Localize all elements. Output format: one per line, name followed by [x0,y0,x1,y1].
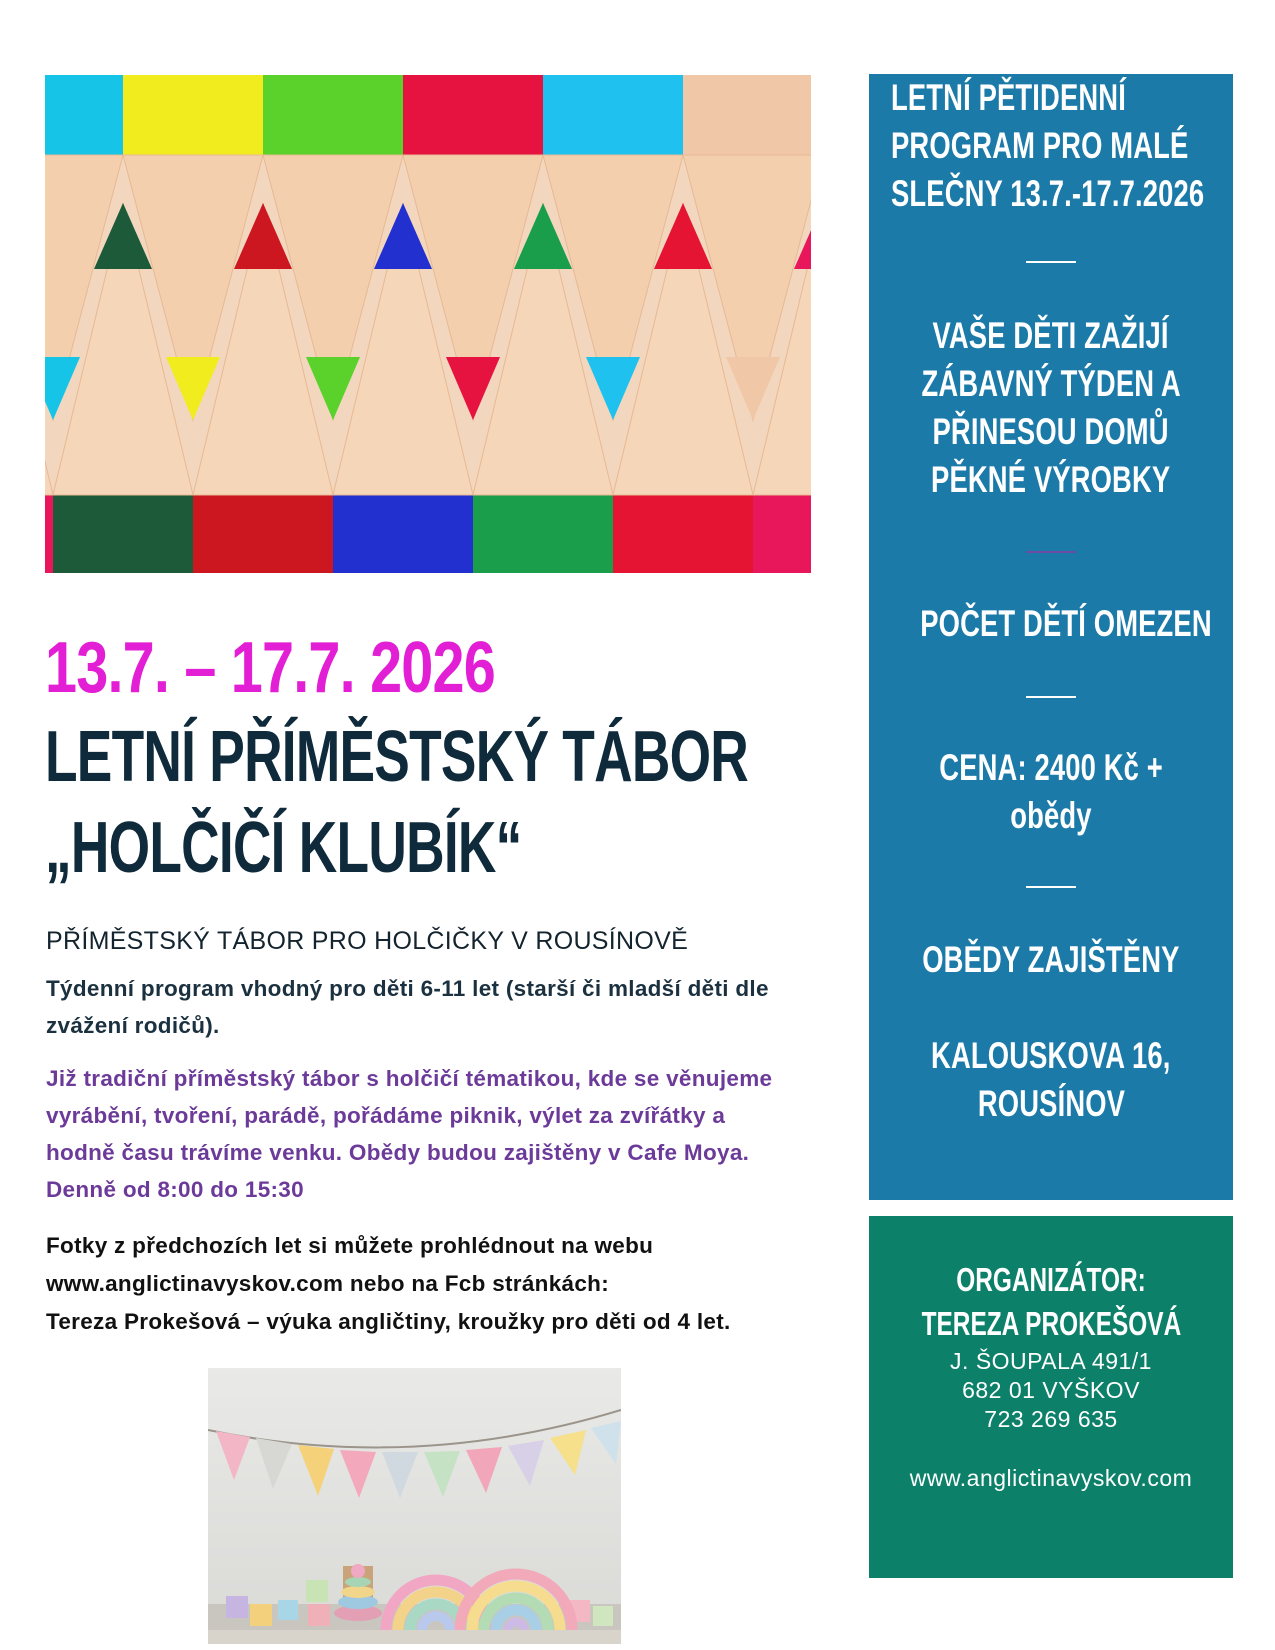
paragraph-line: Již tradiční příměstský tábor s holčičí tématikou, kde se věnujeme [46,1066,773,1091]
experience-line: PŘINESOU DOMŮ [932,411,1170,452]
organizer-label: ORGANIZÁTOR: [956,1261,1146,1298]
paragraph-line: Tereza Prokešová – výuka angličtiny, kroužky pro děti od 4 let. [46,1309,731,1334]
page-title-line-2: „HOLČIČÍ KLUBÍK“ [45,808,522,888]
organizer-street: J. ŠOUPALA 491/1 [950,1348,1152,1374]
paragraph-line: www.anglictinavyskov.com nebo na Fcb stránkách: [46,1271,609,1296]
paragraph-line: Týdenní program vhodný pro děti 6-11 let (starší či mladší děti dle [46,976,769,1001]
lunch-text: OBĚDY ZAJIŠTĚNY [922,939,1180,980]
divider [1026,261,1076,263]
paragraph-line: vyrábění, tvoření, parádě, pořádáme piknik, výlet za zvířátky a [46,1103,726,1128]
address-line: KALOUSKOVA 16, [931,1035,1171,1076]
address-line: ROUSÍNOV [977,1083,1125,1124]
program-line: SLEČNY 13.7.-17.7.2026 [891,173,1205,214]
subtitle: PŘÍMĚSTSKÝ TÁBOR PRO HOLČIČKY V ROUSÍNOVĚ [46,927,689,955]
organizer-panel [869,1216,1233,1578]
program-line: LETNÍ PĚTIDENNÍ [891,77,1126,118]
paragraph-line: Denně od 8:00 do 15:30 [46,1177,304,1202]
organizer-website: www.anglictinavyskov.com [909,1465,1193,1491]
divider [1026,551,1076,553]
organizer-name: TEREZA PROKEŠOVÁ [921,1305,1181,1342]
program-block [891,74,1275,218]
divider [1026,886,1076,888]
bunting-toys-photo [208,1368,621,1644]
experience-line: VAŠE DĚTI ZAŽIJÍ [932,315,1170,356]
paragraph-line: Fotky z předchozích let si můžete prohlédnout na webu [46,1233,654,1258]
page-title-line-1: LETNÍ PŘÍMĚSTSKÝ TÁBOR [45,717,749,797]
capacity-block [869,600,1233,648]
date-heading: 13.7. – 17.7. 2026 [45,628,495,708]
capacity-text: POČET DĚTÍ OMEZEN [920,603,1212,644]
description-paragraph [46,1060,846,1208]
divider [1026,696,1076,698]
address-block [869,1032,1233,1128]
paragraph-line: zvážení rodičů). [46,1013,220,1038]
experience-line: PĚKNÉ VÝROBKY [931,459,1171,500]
price-block [869,744,1233,840]
photos-paragraph [46,1227,846,1341]
organizer-city: 682 01 VYŠKOV [962,1377,1140,1403]
price-line: obědy [1010,795,1092,836]
experience-block [869,312,1233,504]
lunch-block [869,936,1233,984]
organizer-phone: 723 269 635 [984,1406,1118,1432]
price-line: CENA: 2400 Kč + [939,747,1163,788]
paragraph-line: hodně času trávíme venku. Obědy budou zajištěny v Cafe Moya. [46,1140,750,1165]
age-paragraph [46,970,846,1044]
experience-line: ZÁBAVNÝ TÝDEN A [921,363,1181,404]
program-line: PROGRAM PRO MALÉ [891,125,1189,166]
colored-pencils-image [45,75,811,573]
info-sidebar [869,74,1233,1200]
